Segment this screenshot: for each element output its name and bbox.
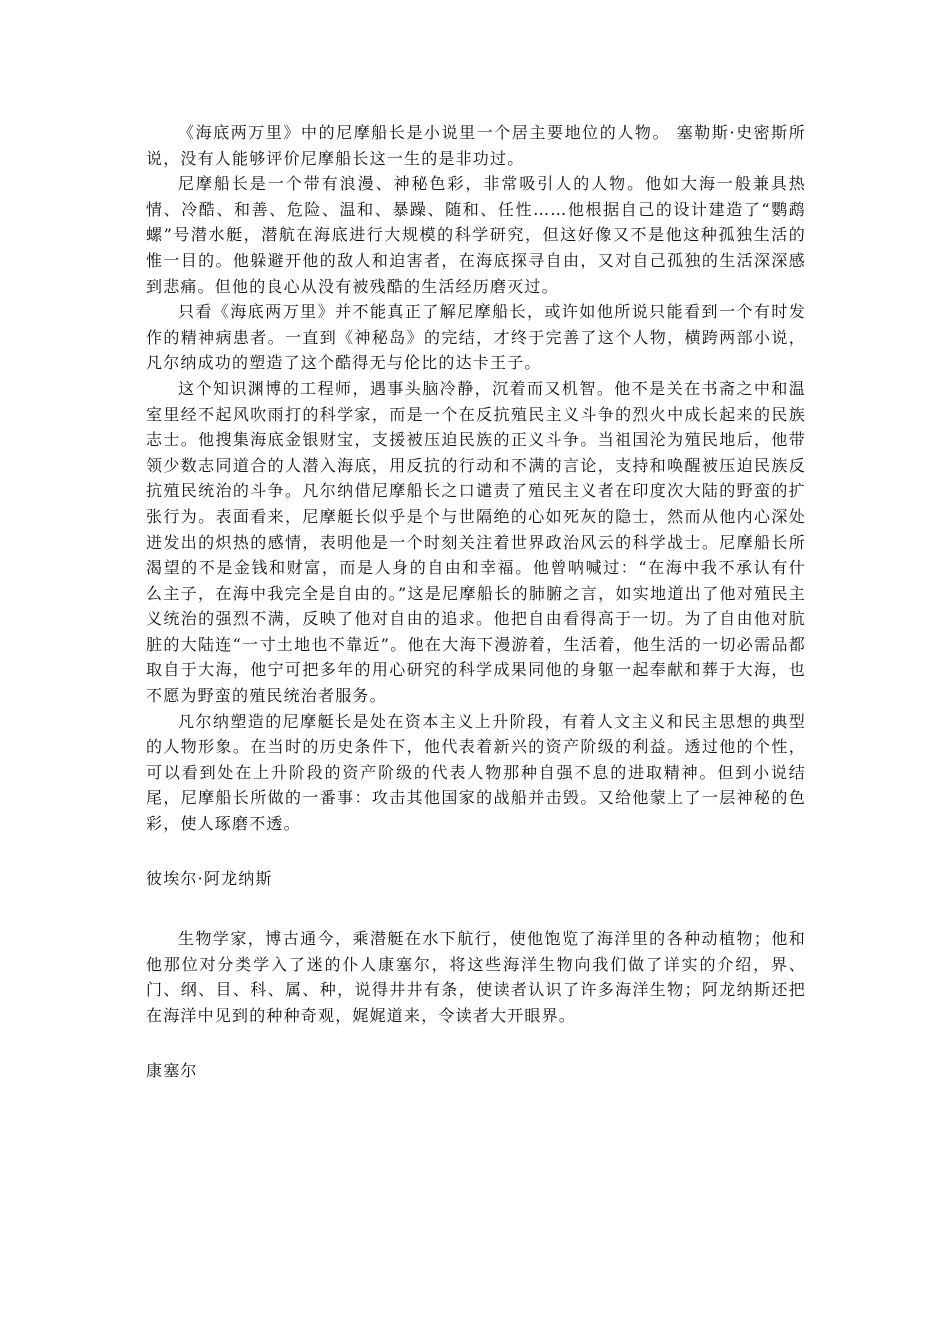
paragraph-intro: 《海底两万里》中的尼摩船长是小说里一个居主要地位的人物。 塞勒斯·史密斯所说，没有人能够评价尼摩船长这一生的是非功过。 xyxy=(146,123,806,168)
section-heading-conseil: 康塞尔 xyxy=(146,1060,198,1080)
document-page xyxy=(146,120,806,1083)
section-heading-aronnax: 彼埃尔·阿龙纳斯 xyxy=(146,868,273,888)
paragraph-aronnax: 生物学家，博古通今，乘潜艇在水下航行，使他饱览了海洋里的各种动植物；他和他那位对分类学入了迷的仆人康塞尔，将这些海洋生物向我们做了详实的介绍，界、门、纲、目、科、属、种，说得井井有条，使读者认识了许多海洋生物；阿龙纳斯还把在海洋中见到的种种奇观，娓娓道来，令读者大开眼界。 xyxy=(146,929,806,1025)
paragraph-bourgeois-image: 凡尔纳塑造的尼摩艇长是处在资本主义上升阶段，有着人文主义和民主思想的典型的人物形象。在当时的历史条件下，他代表着新兴的资产阶级的利益。透过他的个性，可以看到处在上升阶段的资产阶级的代表人物那种自强不息的进取精神。但到小说结尾，尼摩船长所做的一番事：攻击其他国家的战船并击毁。又给他蒙上了一层神秘的色彩，使人琢磨不透。 xyxy=(146,711,806,834)
paragraph-mysterious-island: 只看《海底两万里》并不能真正了解尼摩船长，或许如他所说只能看到一个有时发作的精神病患者。一直到《神秘岛》的完结，才终于完善了这个人物，横跨两部小说，凡尔纳成功的塑造了这个酷得无与伦比的达卡王子。 xyxy=(146,302,806,373)
paragraph-nemo-character: 尼摩船长是一个带有浪漫、神秘色彩，非常吸引人的人物。他如大海一般兼具热情、冷酷、和善、危险、温和、暴躁、随和、任性……他根据自己的设计建造了“鹦鹉螺”号潜水艇，潜航在海底进行大规模的科学研究，但这好像又不是他这种孤独生活的惟一目的。他躲避开他的敌人和迫害者，在海底探寻自由，又对自己孤独的生活深深感到悲痛。但他的良心从没有被残酷的生活经历磨灭过。 xyxy=(146,174,806,296)
paragraph-engineer: 这个知识渊博的工程师，遇事头脑冷静，沉着而又机智。他不是关在书斋之中和温室里经不起风吹雨打的科学家，而是一个在反抗殖民主义斗争的烈火中成长起来的民族志士。他搜集海底金银财宝，支援被压迫民族的正义斗争。当祖国沦为殖民地后，他带领少数志同道合的人潜入海底，用反抗的行动和不满的言论，支持和唤醒被压迫民族反抗殖民统治的斗争。凡尔纳借尼摩船长之口谴责了殖民主义者在印度次大陆的野蛮的扩张行为。表面看来，尼摩艇长似乎是个与世隔绝的心如死灰的隐士，然而从他内心深处迸发出的炽热的感情，表明他是一个时刻关注着世界政治风云的科学战士。尼摩船长所渴望的不是金钱和财富，而是人身的自由和幸福。他曾呐喊过：“在海中我不承认有什么主子，在海中我完全是自由的。”这是尼摩船长的肺腑之言，如实地道出了他对殖民主义统治的强烈不满，反映了他对自由的追求。他把自由看得高于一切。为了自由他对肮脏的大陆连“一寸土地也不靠近”。他在大海下漫游着，生活着，他生活的一切必需品都取自于大海，他宁可把多年的用心研究的科学成果同他的身躯一起奉献和葬于大海，也不愿为野蛮的殖民统治者服务。 xyxy=(146,378,806,706)
